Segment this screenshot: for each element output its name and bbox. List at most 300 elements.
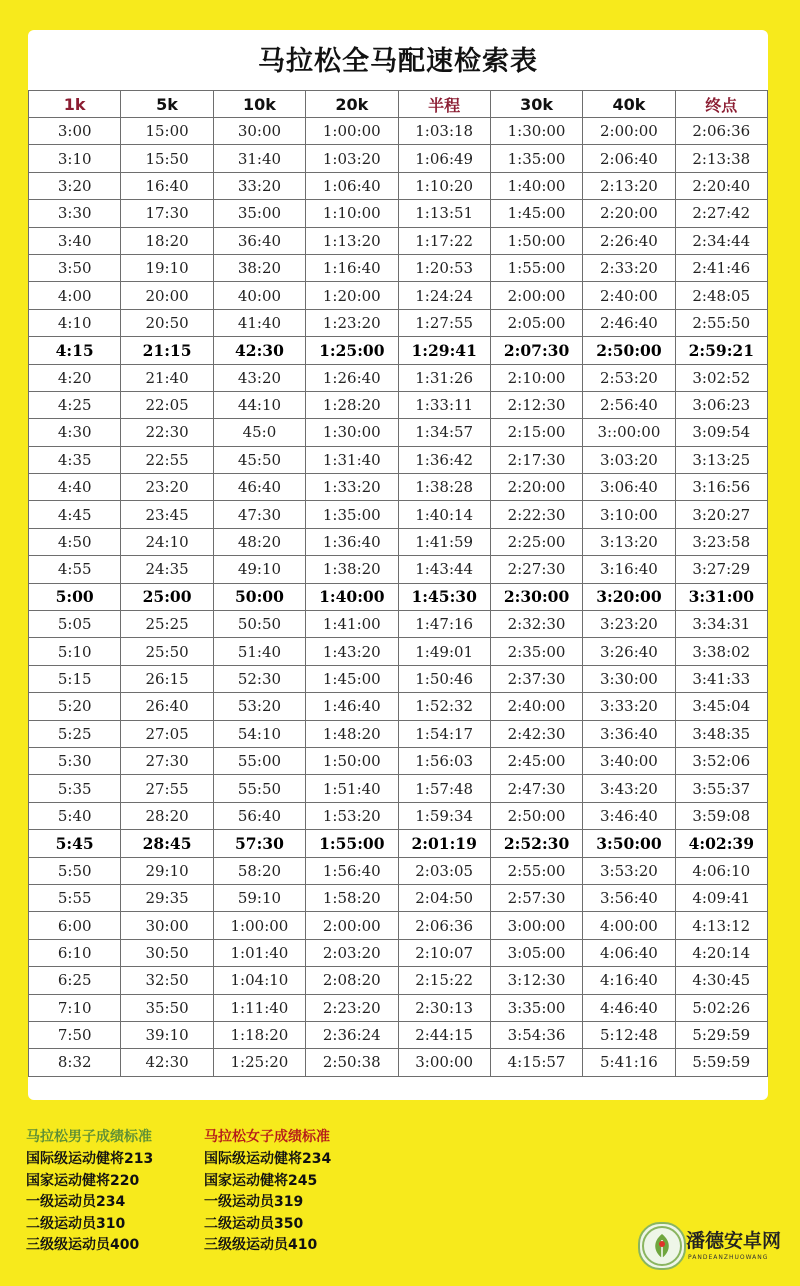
table-cell: 3:23:20 <box>583 611 675 638</box>
table-cell: 24:35 <box>121 556 213 583</box>
table-cell: 2:55:50 <box>675 309 767 336</box>
table-cell: 3:30 <box>29 200 121 227</box>
table-cell: 2:33:20 <box>583 254 675 281</box>
table-cell: 1:13:51 <box>398 200 490 227</box>
table-row <box>29 145 768 172</box>
table-cell: 25:50 <box>121 638 213 665</box>
table-cell: 6:25 <box>29 967 121 994</box>
table-cell: 5:25 <box>29 720 121 747</box>
table-cell: 1:33:20 <box>306 474 398 501</box>
table-row <box>29 528 768 555</box>
table-cell: 1:36:40 <box>306 528 398 555</box>
table-cell: 1:16:40 <box>306 254 398 281</box>
table-cell: 5:05 <box>29 611 121 638</box>
table-cell: 4:00:00 <box>583 912 675 939</box>
page-title: 马拉松全马配速检索表 <box>258 46 538 77</box>
table-row <box>29 720 768 747</box>
table-cell: 2:13:20 <box>583 172 675 199</box>
table-cell: 48:20 <box>213 528 305 555</box>
table-cell: 3:02:52 <box>675 364 767 391</box>
table-body <box>29 118 768 1077</box>
table-cell: 23:45 <box>121 501 213 528</box>
table-row <box>29 501 768 528</box>
table-cell: 59:10 <box>213 884 305 911</box>
table-cell: 3:26:40 <box>583 638 675 665</box>
table-row <box>29 227 768 254</box>
table-cell: 40:00 <box>213 282 305 309</box>
table-cell: 1:27:55 <box>398 309 490 336</box>
table-cell: 2:01:19 <box>398 830 490 857</box>
table-cell: 42:30 <box>213 337 305 364</box>
table-cell: 1:36:42 <box>398 446 490 473</box>
table-cell: 1:41:59 <box>398 528 490 555</box>
table-row <box>29 857 768 884</box>
table-cell: 1:30:00 <box>306 419 398 446</box>
table-cell: 3:06:23 <box>675 391 767 418</box>
table-cell: 3:30:00 <box>583 665 675 692</box>
table-cell: 3:20:00 <box>583 583 675 610</box>
table-cell: 44:10 <box>213 391 305 418</box>
table-cell: 1:55:00 <box>490 254 582 281</box>
table-cell: 19:10 <box>121 254 213 281</box>
table-cell: 2:52:30 <box>490 830 582 857</box>
table-cell: 3:50:00 <box>583 830 675 857</box>
table-cell: 23:20 <box>121 474 213 501</box>
table-cell: 1:20:00 <box>306 282 398 309</box>
table-cell: 5:35 <box>29 775 121 802</box>
table-cell: 4:16:40 <box>583 967 675 994</box>
table-row <box>29 611 768 638</box>
table-cell: 3:20:27 <box>675 501 767 528</box>
table-cell: 4:15 <box>29 337 121 364</box>
table-cell: 2:05:00 <box>490 309 582 336</box>
table-cell: 1:03:20 <box>306 145 398 172</box>
table-cell: 2:23:20 <box>306 994 398 1021</box>
table-cell: 2:12:30 <box>490 391 582 418</box>
table-cell: 45:50 <box>213 446 305 473</box>
table-cell: 25:25 <box>121 611 213 638</box>
table-cell: 22:55 <box>121 446 213 473</box>
men-standard-item: 二级运动员310 <box>26 1215 126 1232</box>
table-cell: 5:45 <box>29 830 121 857</box>
table-row <box>29 665 768 692</box>
table-row <box>29 693 768 720</box>
table-cell: 1:45:30 <box>398 583 490 610</box>
table-cell: 2:44:15 <box>398 1021 490 1048</box>
table-cell: 1:48:20 <box>306 720 398 747</box>
leaf-logo-icon <box>638 1222 686 1270</box>
table-cell: 50:00 <box>213 583 305 610</box>
table-cell: 5:10 <box>29 638 121 665</box>
table-cell: 36:40 <box>213 227 305 254</box>
table-cell: 2:00:00 <box>583 118 675 145</box>
table-cell: 27:30 <box>121 747 213 774</box>
table-cell: 2:27:42 <box>675 200 767 227</box>
table-cell: 5:29:59 <box>675 1021 767 1048</box>
table-cell: 2:06:40 <box>583 145 675 172</box>
table-row <box>29 747 768 774</box>
table-cell: 1:34:57 <box>398 419 490 446</box>
table-cell: 28:45 <box>121 830 213 857</box>
table-cell: 4:20 <box>29 364 121 391</box>
table-cell: 2:27:30 <box>490 556 582 583</box>
table-cell: 3:46:40 <box>583 802 675 829</box>
table-cell: 2:53:20 <box>583 364 675 391</box>
table-row <box>29 337 768 364</box>
table-cell: 2:35:00 <box>490 638 582 665</box>
table-cell: 50:50 <box>213 611 305 638</box>
table-cell: 26:15 <box>121 665 213 692</box>
table-cell: 3:00 <box>29 118 121 145</box>
table-cell: 2:41:46 <box>675 254 767 281</box>
table-row <box>29 939 768 966</box>
table-cell: 4:09:41 <box>675 884 767 911</box>
men-standards <box>26 1126 153 1257</box>
table-cell: 21:15 <box>121 337 213 364</box>
table-cell: 3:00:00 <box>490 912 582 939</box>
table-row <box>29 802 768 829</box>
table-cell: 4:06:10 <box>675 857 767 884</box>
table-cell: 30:00 <box>213 118 305 145</box>
table-cell: 2:25:00 <box>490 528 582 555</box>
table-cell: 1:33:11 <box>398 391 490 418</box>
table-cell: 1:29:41 <box>398 337 490 364</box>
table-cell: 18:20 <box>121 227 213 254</box>
table-cell: 2:20:00 <box>583 200 675 227</box>
table-cell: 1:58:20 <box>306 884 398 911</box>
table-row <box>29 200 768 227</box>
table-cell: 4:46:40 <box>583 994 675 1021</box>
table-cell: 29:10 <box>121 857 213 884</box>
table-cell: 38:20 <box>213 254 305 281</box>
table-cell: 3:16:56 <box>675 474 767 501</box>
table-cell: 2:37:30 <box>490 665 582 692</box>
table-cell: 3:53:20 <box>583 857 675 884</box>
table-row <box>29 912 768 939</box>
table-cell: 1:51:40 <box>306 775 398 802</box>
table-cell: 4:40 <box>29 474 121 501</box>
table-cell: 4:00 <box>29 282 121 309</box>
table-cell: 5:59:59 <box>675 1049 767 1076</box>
table-cell: 4:55 <box>29 556 121 583</box>
table-row <box>29 1049 768 1076</box>
table-row <box>29 830 768 857</box>
women-standard-item: 三级级运动员410 <box>204 1237 318 1253</box>
table-cell: 1:06:40 <box>306 172 398 199</box>
site-watermark <box>638 1218 798 1278</box>
table-cell: 33:20 <box>213 172 305 199</box>
table-cell: 2:46:40 <box>583 309 675 336</box>
table-cell: 1:41:00 <box>306 611 398 638</box>
table-cell: 4:35 <box>29 446 121 473</box>
table-cell: 2:10:07 <box>398 939 490 966</box>
table-row <box>29 583 768 610</box>
table-row <box>29 556 768 583</box>
table-cell: 4:30 <box>29 419 121 446</box>
table-cell: 1:31:40 <box>306 446 398 473</box>
table-cell: 3:55:37 <box>675 775 767 802</box>
column-header: 30k <box>490 91 582 118</box>
table-cell: 1:40:14 <box>398 501 490 528</box>
table-cell: 55:50 <box>213 775 305 802</box>
table-cell: 2:48:05 <box>675 282 767 309</box>
watermark-name: 潘德安卓网 <box>686 1230 782 1252</box>
table-cell: 2:30:00 <box>490 583 582 610</box>
table-cell: 1:18:20 <box>213 1021 305 1048</box>
table-cell: 2:06:36 <box>398 912 490 939</box>
table-cell: 2:34:44 <box>675 227 767 254</box>
column-header: 5k <box>121 91 213 118</box>
table-cell: 3:31:00 <box>675 583 767 610</box>
table-cell: 52:30 <box>213 665 305 692</box>
table-cell: 3:16:40 <box>583 556 675 583</box>
table-cell: 27:05 <box>121 720 213 747</box>
table-cell: 5:40 <box>29 802 121 829</box>
table-cell: 1:30:00 <box>490 118 582 145</box>
table-cell: 3:50 <box>29 254 121 281</box>
table-cell: 2:15:00 <box>490 419 582 446</box>
table-cell: 16:40 <box>121 172 213 199</box>
table-cell: 1:56:03 <box>398 747 490 774</box>
table-cell: 30:50 <box>121 939 213 966</box>
table-row <box>29 282 768 309</box>
table-cell: 3:59:08 <box>675 802 767 829</box>
table-cell: 3:52:06 <box>675 747 767 774</box>
table-cell: 3:05:00 <box>490 939 582 966</box>
table-cell: 1:50:00 <box>490 227 582 254</box>
table-cell: 26:40 <box>121 693 213 720</box>
table-cell: 1:45:00 <box>490 200 582 227</box>
table-cell: 57:30 <box>213 830 305 857</box>
table-cell: 24:10 <box>121 528 213 555</box>
table-cell: 2:40:00 <box>490 693 582 720</box>
table-cell: 1:49:01 <box>398 638 490 665</box>
table-row <box>29 967 768 994</box>
table-cell: 2:07:30 <box>490 337 582 364</box>
table-cell: 2:03:05 <box>398 857 490 884</box>
table-cell: 2:26:40 <box>583 227 675 254</box>
table-cell: 28:20 <box>121 802 213 829</box>
table-cell: 5:00 <box>29 583 121 610</box>
table-cell: 2:17:30 <box>490 446 582 473</box>
table-cell: 31:40 <box>213 145 305 172</box>
table-cell: 2:30:13 <box>398 994 490 1021</box>
table-cell: 1:46:40 <box>306 693 398 720</box>
table-cell: 4:02:39 <box>675 830 767 857</box>
table-cell: 5:12:48 <box>583 1021 675 1048</box>
table-cell: 7:50 <box>29 1021 121 1048</box>
table-cell: 1:23:20 <box>306 309 398 336</box>
table-cell: 21:40 <box>121 364 213 391</box>
table-cell: 3:13:25 <box>675 446 767 473</box>
table-cell: 30:00 <box>121 912 213 939</box>
table-cell: 47:30 <box>213 501 305 528</box>
table-cell: 1:17:22 <box>398 227 490 254</box>
table-cell: 32:50 <box>121 967 213 994</box>
table-cell: 1:00:00 <box>306 118 398 145</box>
table-cell: 1:04:10 <box>213 967 305 994</box>
table-cell: 3:56:40 <box>583 884 675 911</box>
table-cell: 1:06:49 <box>398 145 490 172</box>
table-cell: 1:52:32 <box>398 693 490 720</box>
table-cell: 3:06:40 <box>583 474 675 501</box>
table-cell: 3:13:20 <box>583 528 675 555</box>
table-cell: 1:53:20 <box>306 802 398 829</box>
table-row <box>29 309 768 336</box>
table-cell: 1:28:20 <box>306 391 398 418</box>
women-standards-title: 马拉松女子成绩标准 <box>204 1129 330 1145</box>
table-cell: 5:55 <box>29 884 121 911</box>
table-cell: 2:57:30 <box>490 884 582 911</box>
table-cell: 1:38:20 <box>306 556 398 583</box>
table-cell: 3:54:36 <box>490 1021 582 1048</box>
table-cell: 1:43:20 <box>306 638 398 665</box>
table-cell: 7:10 <box>29 994 121 1021</box>
table-cell: 3:00:00 <box>398 1049 490 1076</box>
table-cell: 1:43:44 <box>398 556 490 583</box>
table-cell: 3:20 <box>29 172 121 199</box>
table-cell: 4:25 <box>29 391 121 418</box>
table-cell: 2:45:00 <box>490 747 582 774</box>
table-cell: 4:50 <box>29 528 121 555</box>
table-cell: 1:40:00 <box>306 583 398 610</box>
table-cell: 1:13:20 <box>306 227 398 254</box>
table-row <box>29 391 768 418</box>
column-header: 半程 <box>398 91 490 118</box>
men-standard-item: 国家运动健将220 <box>26 1172 140 1189</box>
table-cell: 4:10 <box>29 309 121 336</box>
women-standard-item: 国际级运动健将234 <box>204 1151 332 1167</box>
table-cell: 3:48:35 <box>675 720 767 747</box>
women-standard-item: 国家运动健将245 <box>204 1172 318 1189</box>
men-standard-item: 一级运动员234 <box>26 1194 126 1210</box>
table-cell: 3:43:20 <box>583 775 675 802</box>
table-cell: 2:32:30 <box>490 611 582 638</box>
table-cell: 1:54:17 <box>398 720 490 747</box>
table-cell: 4:06:40 <box>583 939 675 966</box>
table-cell: 25:00 <box>121 583 213 610</box>
table-cell: 43:20 <box>213 364 305 391</box>
table-cell: 1:59:34 <box>398 802 490 829</box>
table-row <box>29 446 768 473</box>
table-row <box>29 474 768 501</box>
table-cell: 58:20 <box>213 857 305 884</box>
table-cell: 1:55:00 <box>306 830 398 857</box>
table-cell: 17:30 <box>121 200 213 227</box>
table-cell: 3:41:33 <box>675 665 767 692</box>
table-cell: 6:10 <box>29 939 121 966</box>
table-cell: 3:34:31 <box>675 611 767 638</box>
table-cell: 2:50:00 <box>583 337 675 364</box>
table-cell: 27:55 <box>121 775 213 802</box>
table-cell: 5:41:16 <box>583 1049 675 1076</box>
men-standards-title: 马拉松男子成绩标准 <box>26 1129 152 1145</box>
table-cell: 20:50 <box>121 309 213 336</box>
table-cell: 1:40:00 <box>490 172 582 199</box>
table-cell: 2:20:00 <box>490 474 582 501</box>
table-row <box>29 1021 768 1048</box>
table-cell: 3:03:20 <box>583 446 675 473</box>
table-cell: 3:10:00 <box>583 501 675 528</box>
table-cell: 29:35 <box>121 884 213 911</box>
table-cell: 1:31:26 <box>398 364 490 391</box>
table-cell: 3:38:02 <box>675 638 767 665</box>
table-cell: 46:40 <box>213 474 305 501</box>
table-cell: 1:50:00 <box>306 747 398 774</box>
table-cell: 3:33:20 <box>583 693 675 720</box>
table-cell: 2:13:38 <box>675 145 767 172</box>
table-cell: 3::00:00 <box>583 419 675 446</box>
table-cell: 3:12:30 <box>490 967 582 994</box>
table-cell: 1:50:46 <box>398 665 490 692</box>
table-cell: 6:00 <box>29 912 121 939</box>
table-cell: 2:20:40 <box>675 172 767 199</box>
table-cell: 1:35:00 <box>306 501 398 528</box>
table-row <box>29 172 768 199</box>
table-cell: 2:00:00 <box>306 912 398 939</box>
table-cell: 1:45:00 <box>306 665 398 692</box>
table-cell: 4:13:12 <box>675 912 767 939</box>
table-row <box>29 994 768 1021</box>
table-cell: 1:25:20 <box>213 1049 305 1076</box>
table-cell: 3:35:00 <box>490 994 582 1021</box>
table-cell: 15:50 <box>121 145 213 172</box>
column-header: 终点 <box>675 91 767 118</box>
table-cell: 2:47:30 <box>490 775 582 802</box>
column-header: 10k <box>213 91 305 118</box>
table-cell: 2:04:50 <box>398 884 490 911</box>
table-cell: 1:47:16 <box>398 611 490 638</box>
table-cell: 2:36:24 <box>306 1021 398 1048</box>
table-cell: 3:27:29 <box>675 556 767 583</box>
table-cell: 2:03:20 <box>306 939 398 966</box>
table-cell: 5:30 <box>29 747 121 774</box>
table-row <box>29 884 768 911</box>
table-cell: 2:59:21 <box>675 337 767 364</box>
column-header: 20k <box>306 91 398 118</box>
column-header: 40k <box>583 91 675 118</box>
table-row <box>29 419 768 446</box>
table-cell: 35:00 <box>213 200 305 227</box>
table-cell: 2:22:30 <box>490 501 582 528</box>
table-cell: 4:45 <box>29 501 121 528</box>
table-cell: 22:30 <box>121 419 213 446</box>
table-cell: 3:45:04 <box>675 693 767 720</box>
table-cell: 1:35:00 <box>490 145 582 172</box>
table-cell: 3:40 <box>29 227 121 254</box>
table-cell: 1:57:48 <box>398 775 490 802</box>
table-cell: 3:23:58 <box>675 528 767 555</box>
watermark-subtitle: PANDEANZHUOWANG <box>688 1254 769 1261</box>
table-cell: 5:15 <box>29 665 121 692</box>
table-cell: 35:50 <box>121 994 213 1021</box>
table-cell: 1:25:00 <box>306 337 398 364</box>
table-cell: 2:08:20 <box>306 967 398 994</box>
women-standard-item: 一级运动员319 <box>204 1194 304 1210</box>
table-cell: 20:00 <box>121 282 213 309</box>
table-cell: 4:20:14 <box>675 939 767 966</box>
pace-table-card <box>28 30 768 1100</box>
table-cell: 2:50:38 <box>306 1049 398 1076</box>
table-cell: 49:10 <box>213 556 305 583</box>
table-cell: 2:15:22 <box>398 967 490 994</box>
table-cell: 39:10 <box>121 1021 213 1048</box>
table-cell: 2:00:00 <box>490 282 582 309</box>
table-row <box>29 775 768 802</box>
table-row <box>29 118 768 145</box>
table-cell: 53:20 <box>213 693 305 720</box>
table-cell: 5:50 <box>29 857 121 884</box>
